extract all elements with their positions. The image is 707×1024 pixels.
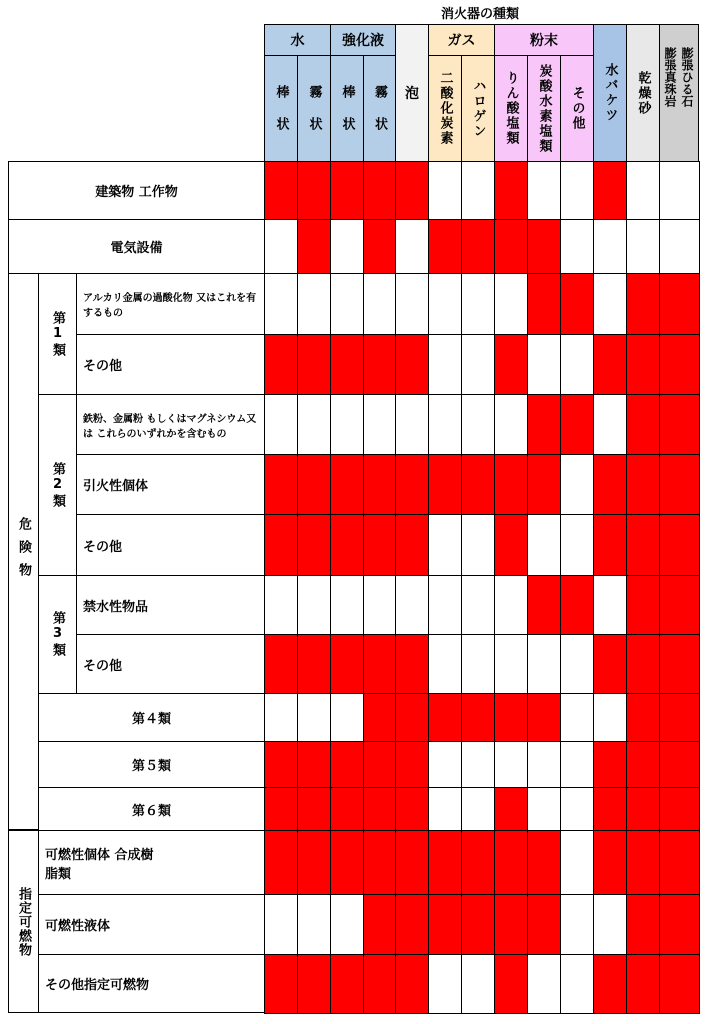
grid-cell <box>428 634 462 694</box>
grid-cell <box>297 454 331 515</box>
grid-cell <box>527 161 561 220</box>
grid-cell <box>593 273 627 335</box>
grid-cell <box>461 273 495 335</box>
label-class3-other: その他 <box>76 634 265 694</box>
group-gas: ガス <box>428 24 495 56</box>
grid-cell <box>659 454 700 515</box>
grid-cell <box>297 693 331 742</box>
col-water-bucket: 水バケツ <box>593 24 627 162</box>
grid-cell <box>593 514 627 576</box>
grid-cell <box>264 954 298 1014</box>
grid-cell <box>494 787 528 831</box>
grid-cell <box>264 634 298 694</box>
grid-cell <box>428 454 462 515</box>
grid-cell <box>593 741 627 788</box>
grid-cell <box>297 394 331 455</box>
grid-cell <box>330 894 364 955</box>
grid-cell <box>659 334 700 395</box>
grid-cell <box>527 514 561 576</box>
grid-cell <box>297 830 331 895</box>
grid-cell <box>593 394 627 455</box>
grid-cell <box>560 693 594 742</box>
grid-cell <box>363 634 396 694</box>
grid-cell <box>264 334 298 395</box>
grid-cell <box>363 894 396 955</box>
grid-cell <box>560 741 594 788</box>
grid-cell <box>297 741 331 788</box>
label-class2-flammable: 引火性個体 <box>76 454 265 515</box>
grid-cell <box>626 273 660 335</box>
label-hazardous: 危険物 <box>8 273 39 830</box>
grid-cell <box>395 634 429 694</box>
grid-cell <box>626 219 660 274</box>
grid-cell <box>593 693 627 742</box>
grid-cell <box>494 575 528 635</box>
label-class1-other: その他 <box>76 334 265 395</box>
grid-cell <box>494 693 528 742</box>
grid-cell <box>461 634 495 694</box>
grid-cell <box>659 954 700 1014</box>
col-bicarbonate: 炭酸水素塩類 <box>527 55 561 162</box>
grid-cell <box>593 334 627 395</box>
label-designated: 指定可燃物 <box>8 830 39 1013</box>
grid-cell <box>264 693 298 742</box>
grid-cell <box>527 334 561 395</box>
grid-cell <box>494 954 528 1014</box>
grid-cell <box>395 454 429 515</box>
label-class3: 第3類 <box>38 575 77 694</box>
grid-cell <box>593 454 627 515</box>
label-building: 建築物 工作物 <box>8 161 265 220</box>
grid-cell <box>626 334 660 395</box>
grid-cell <box>626 741 660 788</box>
grid-cell <box>395 830 429 895</box>
grid-cell <box>264 219 298 274</box>
grid-cell <box>560 575 594 635</box>
table-title: 消火器の種類 <box>440 6 519 22</box>
grid-cell <box>363 394 396 455</box>
grid-cell <box>527 787 561 831</box>
grid-cell <box>330 741 364 788</box>
grid-cell <box>593 830 627 895</box>
group-reinforced: 強化液 <box>330 24 396 56</box>
grid-cell <box>461 394 495 455</box>
grid-cell <box>659 514 700 576</box>
col-water-bar: 棒 状 <box>264 55 298 162</box>
grid-cell <box>297 894 331 955</box>
grid-cell <box>494 394 528 455</box>
col-reinforced-mist: 霧 状 <box>363 55 396 162</box>
label-electric: 電気設備 <box>8 219 265 274</box>
group-water: 水 <box>264 24 331 56</box>
grid-cell <box>297 219 331 274</box>
col-dry-sand: 乾燥砂 <box>626 24 660 162</box>
grid-cell <box>626 894 660 955</box>
grid-cell <box>297 514 331 576</box>
grid-cell <box>527 954 561 1014</box>
grid-cell <box>363 954 396 1014</box>
col-perlite-line-1: 膨張ひる石 <box>680 47 694 107</box>
grid-cell <box>264 394 298 455</box>
label-class4: 第４類 <box>38 693 265 742</box>
grid-cell <box>494 219 528 274</box>
grid-cell <box>330 161 364 220</box>
grid-cell <box>330 219 364 274</box>
grid-cell <box>264 741 298 788</box>
grid-cell <box>560 634 594 694</box>
grid-cell <box>297 634 331 694</box>
grid-cell <box>626 954 660 1014</box>
grid-cell <box>461 514 495 576</box>
grid-cell <box>428 394 462 455</box>
grid-cell <box>626 454 660 515</box>
grid-cell <box>527 394 561 455</box>
grid-cell <box>626 787 660 831</box>
col-phosphate: りん酸塩類 <box>494 55 528 162</box>
grid-cell <box>363 575 396 635</box>
grid-cell <box>461 894 495 955</box>
grid-cell <box>330 394 364 455</box>
grid-cell <box>659 787 700 831</box>
grid-cell <box>593 634 627 694</box>
grid-cell <box>593 161 627 220</box>
grid-cell <box>363 161 396 220</box>
grid-cell <box>395 787 429 831</box>
label-class6: 第６類 <box>38 787 265 831</box>
label-combustible-solid: 可燃性個体 合成樹脂類 <box>38 830 265 895</box>
grid-cell <box>494 273 528 335</box>
group-powder: 粉末 <box>494 24 594 56</box>
grid-cell <box>363 787 396 831</box>
label-combustible-liquid: 可燃性液体 <box>38 894 265 955</box>
grid-cell <box>560 894 594 955</box>
grid-cell <box>560 454 594 515</box>
grid-cell <box>330 787 364 831</box>
grid-cell <box>494 334 528 395</box>
grid-cell <box>330 634 364 694</box>
grid-cell <box>626 394 660 455</box>
grid-cell <box>264 830 298 895</box>
grid-cell <box>527 273 561 335</box>
grid-cell <box>461 741 495 788</box>
col-reinforced-bar: 棒 状 <box>330 55 364 162</box>
grid-cell <box>560 273 594 335</box>
grid-cell <box>593 894 627 955</box>
grid-cell <box>395 514 429 576</box>
grid-cell <box>297 161 331 220</box>
grid-cell <box>527 219 561 274</box>
grid-cell <box>395 693 429 742</box>
grid-cell <box>363 741 396 788</box>
grid-cell <box>659 741 700 788</box>
grid-cell <box>527 741 561 788</box>
grid-cell <box>560 954 594 1014</box>
grid-cell <box>395 954 429 1014</box>
grid-cell <box>363 693 396 742</box>
grid-cell <box>626 634 660 694</box>
grid-cell <box>560 787 594 831</box>
grid-cell <box>363 219 396 274</box>
grid-cell <box>527 693 561 742</box>
grid-cell <box>395 334 429 395</box>
grid-cell <box>428 741 462 788</box>
grid-cell <box>363 830 396 895</box>
grid-cell <box>659 273 700 335</box>
grid-cell <box>461 830 495 895</box>
grid-cell <box>395 273 429 335</box>
grid-cell <box>330 693 364 742</box>
grid-cell <box>428 334 462 395</box>
grid-cell <box>494 830 528 895</box>
grid-cell <box>264 273 298 335</box>
col-foam: 泡 <box>395 24 429 162</box>
grid-cell <box>330 830 364 895</box>
grid-cell <box>593 575 627 635</box>
grid-cell <box>494 514 528 576</box>
grid-cell <box>494 161 528 220</box>
grid-cell <box>330 273 364 335</box>
grid-cell <box>560 830 594 895</box>
grid-cell <box>330 454 364 515</box>
label-class2-other: その他 <box>76 514 265 576</box>
grid-cell <box>330 514 364 576</box>
label-class2-iron: 鉄粉、金属粉 もしくはマグネシウム又は これらのいずれかを含むもの <box>76 394 265 455</box>
label-class3-water-reactive: 禁水性物品 <box>76 575 265 635</box>
grid-cell <box>297 273 331 335</box>
grid-cell <box>494 454 528 515</box>
grid-cell <box>461 219 495 274</box>
col-perlite <box>659 24 699 162</box>
grid-cell <box>527 575 561 635</box>
grid-cell <box>395 741 429 788</box>
grid-cell <box>527 894 561 955</box>
col-water-mist: 霧 状 <box>297 55 331 162</box>
grid-cell <box>461 954 495 1014</box>
grid-cell <box>264 787 298 831</box>
col-perlite-line-2: 膨張真珠岩 <box>663 47 677 107</box>
grid-cell <box>428 273 462 335</box>
grid-cell <box>297 787 331 831</box>
grid-cell <box>626 575 660 635</box>
grid-cell <box>593 954 627 1014</box>
grid-cell <box>461 454 495 515</box>
grid-cell <box>659 894 700 955</box>
grid-cell <box>264 575 298 635</box>
grid-cell <box>395 394 429 455</box>
grid-cell <box>363 454 396 515</box>
grid-cell <box>659 634 700 694</box>
grid-cell <box>560 161 594 220</box>
grid-cell <box>626 830 660 895</box>
col-halogen: ハロゲン <box>461 55 495 162</box>
grid-cell <box>494 634 528 694</box>
grid-cell <box>560 514 594 576</box>
grid-cell <box>593 219 627 274</box>
grid-cell <box>428 693 462 742</box>
grid-cell <box>659 394 700 455</box>
label-class5: 第５類 <box>38 741 265 788</box>
grid-cell <box>659 693 700 742</box>
grid-cell <box>395 219 429 274</box>
grid-cell <box>395 575 429 635</box>
grid-cell <box>659 830 700 895</box>
grid-cell <box>264 894 298 955</box>
grid-cell <box>626 514 660 576</box>
grid-cell <box>264 454 298 515</box>
grid-cell <box>461 787 495 831</box>
grid-cell <box>494 741 528 788</box>
grid-cell <box>428 514 462 576</box>
grid-cell <box>659 575 700 635</box>
grid-cell <box>659 161 700 220</box>
label-class1-alkali: アルカリ金属の過酸化物 又はこれを有するもの <box>76 273 265 335</box>
grid-cell <box>428 954 462 1014</box>
grid-cell <box>428 894 462 955</box>
grid-cell <box>428 575 462 635</box>
col-co2: 二酸化炭素 <box>428 55 462 162</box>
grid-cell <box>297 575 331 635</box>
grid-cell <box>330 334 364 395</box>
grid-cell <box>659 219 700 274</box>
grid-cell <box>527 454 561 515</box>
label-designated-other: その他指定可燃物 <box>38 954 265 1013</box>
grid-cell <box>363 514 396 576</box>
grid-cell <box>461 693 495 742</box>
grid-cell <box>363 273 396 335</box>
grid-cell <box>461 575 495 635</box>
grid-cell <box>428 161 462 220</box>
grid-cell <box>330 575 364 635</box>
label-class1: 第1類 <box>38 273 77 395</box>
grid-cell <box>461 334 495 395</box>
col-powder-other: その他 <box>560 55 594 162</box>
grid-cell <box>264 514 298 576</box>
grid-cell <box>626 161 660 220</box>
label-class2: 第2類 <box>38 394 77 576</box>
grid-cell <box>297 334 331 395</box>
grid-cell <box>264 161 298 220</box>
grid-cell <box>428 830 462 895</box>
grid-cell <box>494 894 528 955</box>
grid-cell <box>560 334 594 395</box>
grid-cell <box>297 954 331 1014</box>
grid-cell <box>593 787 627 831</box>
grid-cell <box>428 787 462 831</box>
grid-cell <box>363 334 396 395</box>
grid-cell <box>560 394 594 455</box>
grid-cell <box>527 634 561 694</box>
grid-cell <box>395 161 429 220</box>
grid-cell <box>527 830 561 895</box>
grid-cell <box>560 219 594 274</box>
grid-cell <box>428 219 462 274</box>
grid-cell <box>330 954 364 1014</box>
grid-cell <box>395 894 429 955</box>
grid-cell <box>461 161 495 220</box>
grid-cell <box>626 693 660 742</box>
